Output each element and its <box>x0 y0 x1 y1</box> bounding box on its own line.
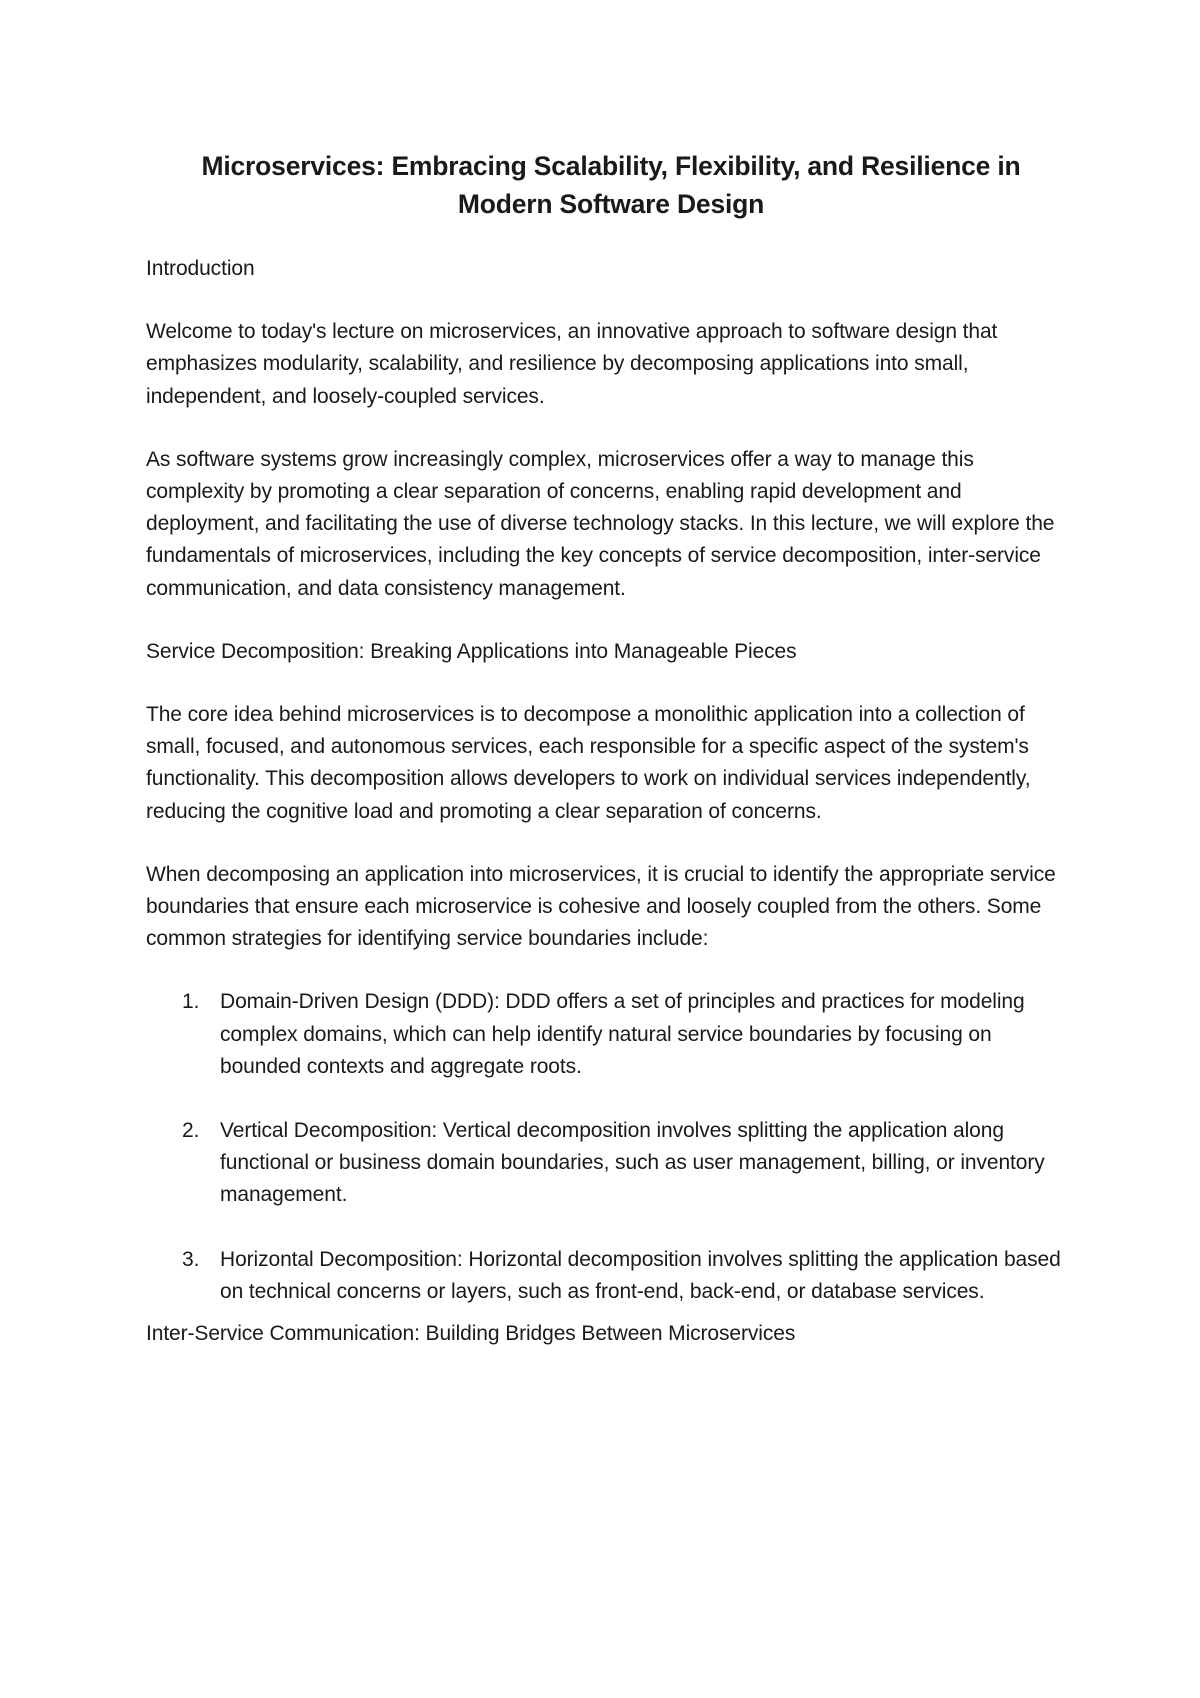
list-item-number: 2. <box>182 1119 200 1143</box>
service-decomposition-paragraph-2: When decomposing an application into microservices, it is crucial to identify the appropriate service boundaries that ensure each microservice is cohesive and loosely coupled from the others. Some common strategies for identifying service boundaries include: <box>146 862 1056 951</box>
document-title <box>146 147 1076 223</box>
strategies-list <box>146 986 1076 1308</box>
section-heading-service-decomposition: Service Decomposition: Breaking Applications into Manageable Pieces <box>146 639 797 663</box>
service-decomposition-paragraph-1: The core idea behind microservices is to decompose a monolithic application into a collection of small, focused, and autonomous services, each responsible for a specific aspect of the system's functionality. This decomposition allows developers to work on individual services independently, reducing the cognitive load and promoting a clear separation of concerns. <box>146 703 1031 823</box>
list-item <box>146 1115 1076 1212</box>
list-item-number: 3. <box>182 1247 200 1271</box>
title-line-1: Microservices: Embracing Scalability, Flexibility, and Resilience in <box>201 151 1021 181</box>
intro-paragraph-1: Welcome to today's lecture on microservices, an innovative approach to software design that emphasizes modularity, scalability, and resilience by decomposing applications into small, independent, and loosely-coupled services. <box>146 320 998 408</box>
title-line-2: Modern Software Design <box>457 189 765 219</box>
intro-paragraph-2: As software systems grow increasingly complex, microservices offer a way to manage this complexity by promoting a clear separation of concerns, enabling rapid development and deployment, and facilitating the use of diverse technology stacks. In this lecture, we will explore the fundamentals of microservices, including the key concepts of service decomposition, inter-service communication, and data consistency management. <box>146 447 1055 600</box>
document-body <box>146 147 1076 1350</box>
list-item <box>146 986 1076 1083</box>
section-heading-inter-service-communication: Inter-Service Communication: Building Bridges Between Microservices <box>146 1322 796 1346</box>
list-item-text: Horizontal Decomposition: Horizontal decomposition involves splitting the application based on technical concerns or layers, such as front-end, back-end, or database services. <box>220 1247 1061 1303</box>
list-item-number: 1. <box>182 990 200 1014</box>
list-item <box>146 1244 1076 1308</box>
list-item-text: Domain-Driven Design (DDD): DDD offers a set of principles and practices for modeling complex domains, which can help identify natural service boundaries by focusing on bounded contexts and aggregate roots. <box>220 990 1025 1078</box>
intro-heading: Introduction <box>146 257 255 280</box>
list-item-text: Vertical Decomposition: Vertical decomposition involves splitting the application along functional or business domain boundaries, such as user management, billing, or inventory management. <box>220 1119 1045 1207</box>
